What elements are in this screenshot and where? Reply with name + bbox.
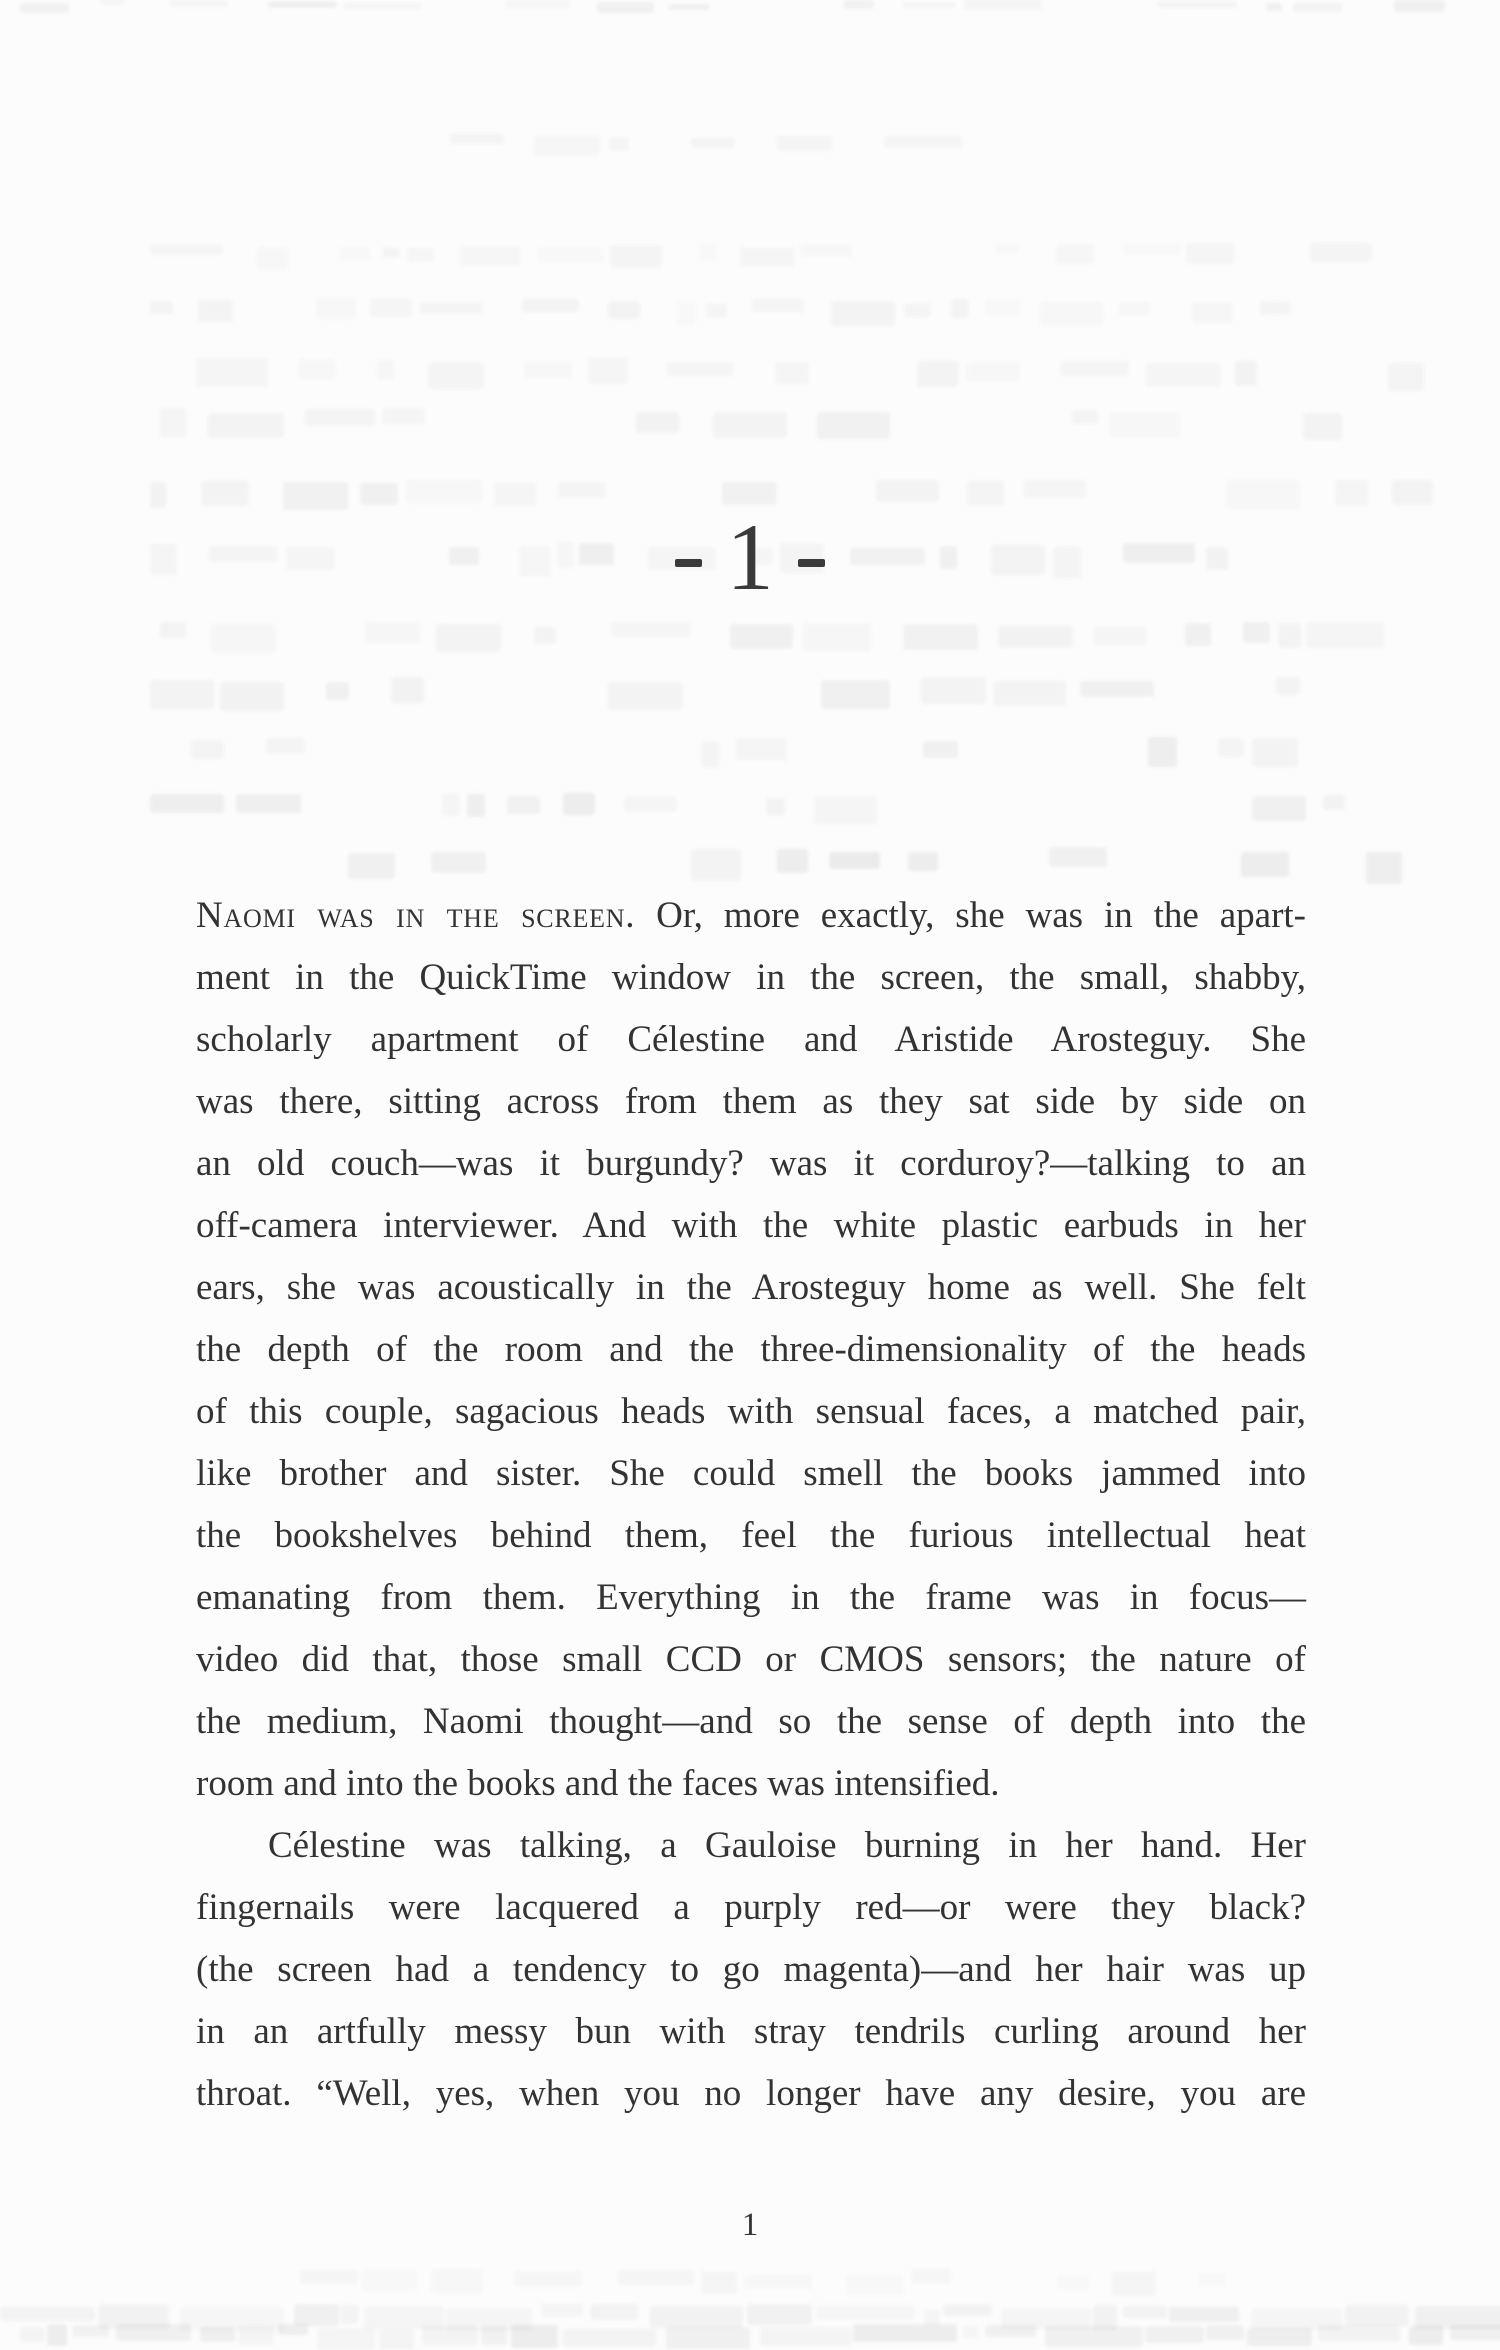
ghost-mark [1001, 2308, 1090, 2329]
ghost-mark [563, 2329, 656, 2348]
ghost-mark [1303, 413, 1343, 441]
ghost-mark [821, 680, 890, 709]
ghost-mark [1306, 622, 1385, 648]
ghost-mark [624, 796, 677, 812]
ghost-mark [1394, 0, 1444, 12]
ghost-mark [699, 244, 717, 260]
text-line: an old couch—was it burgundy? was it corduroy?—talking to an [196, 1143, 1306, 1184]
ghost-mark [777, 849, 808, 873]
ghost-mark [1049, 847, 1107, 867]
ghost-mark [744, 2275, 812, 2289]
ghost-mark [713, 412, 787, 438]
ghost-mark [511, 2325, 558, 2348]
ghost-mark [760, 2327, 851, 2347]
ghost-mark [377, 360, 395, 379]
ghost-mark [406, 479, 482, 503]
ghost-mark [1206, 2325, 1244, 2340]
ghost-mark [1186, 243, 1235, 264]
ghost-mark [777, 135, 832, 150]
ghost-mark [1310, 243, 1372, 262]
ghost-mark [370, 298, 413, 316]
ghost-mark [853, 2324, 956, 2342]
ghost-mark [116, 2324, 191, 2341]
ghost-mark [1123, 2306, 1167, 2318]
heading-dash-right [798, 559, 825, 567]
ghost-mark [668, 4, 711, 10]
ghost-mark [160, 408, 187, 437]
ghost-mark [995, 243, 1018, 254]
ghost-mark [1345, 2305, 1409, 2326]
ghost-mark [1251, 2308, 1341, 2331]
ghost-mark [829, 852, 880, 869]
ghost-mark [1093, 627, 1147, 645]
ghost-mark [20, 2327, 44, 2342]
text-line: room and into the books and the faces was intensified. [196, 1763, 1000, 1804]
ghost-mark [294, 2304, 339, 2325]
ghost-mark [341, 2305, 358, 2324]
ghost-mark [1235, 361, 1257, 387]
ghost-mark [100, 0, 125, 5]
ghost-mark [1218, 738, 1244, 757]
ghost-mark [902, 2, 957, 8]
ghost-mark [1123, 244, 1181, 255]
ghost-mark [1323, 795, 1345, 809]
ghost-mark [740, 247, 795, 267]
ghost-mark [1110, 412, 1180, 437]
ghost-mark [420, 302, 483, 314]
text-line: in an artfully messy bun with stray tendrils curling around her [196, 2011, 1306, 2052]
ghost-mark [985, 2325, 1036, 2337]
ghost-mark [169, 0, 228, 7]
ghost-mark [817, 412, 889, 439]
ghost-mark [1057, 2275, 1088, 2290]
ghost-mark [524, 362, 571, 378]
ghost-mark [99, 2304, 170, 2329]
ghost-mark [666, 2327, 751, 2349]
ghost-mark [816, 2305, 915, 2320]
ghost-mark [343, 3, 421, 9]
ghost-mark [1185, 623, 1211, 645]
ghost-mark [701, 2271, 737, 2293]
ghost-mark [1023, 480, 1086, 498]
ghost-mark [1252, 738, 1298, 767]
ghost-mark [610, 245, 661, 268]
ghost-mark [534, 627, 556, 644]
ghost-mark [921, 677, 986, 704]
ghost-mark [382, 408, 425, 425]
ghost-mark [428, 362, 484, 390]
ghost-mark [0, 2307, 95, 2321]
ghost-mark [1450, 2325, 1500, 2341]
ghost-mark [814, 796, 877, 824]
text-line: the medium, Naomi thought—and so the sense of depth into the [196, 1701, 1306, 1742]
ghost-mark [803, 623, 871, 651]
ghost-mark [609, 137, 628, 151]
ghost-mark [278, 2324, 308, 2336]
ghost-mark [180, 2307, 283, 2331]
ghost-mark [268, 1, 338, 8]
chapter-heading [0, 504, 1500, 610]
ghost-mark [300, 2270, 358, 2285]
text-line: was there, sitting across from them as they sat side by side on [196, 1081, 1306, 1122]
ghost-mark [1148, 737, 1177, 767]
ghost-mark [608, 301, 640, 319]
ghost-mark [558, 482, 605, 498]
ghost-mark [317, 298, 355, 319]
text-line: off-camera interviewer. And with the white plastic earbuds in her [196, 1205, 1306, 1246]
ghost-mark [1409, 2326, 1443, 2345]
ghost-mark [236, 794, 301, 813]
ghost-mark [1388, 363, 1424, 391]
ghost-mark [407, 247, 435, 262]
ghost-mark [150, 244, 223, 256]
ghost-mark [1060, 361, 1129, 376]
ghost-mark [196, 358, 268, 388]
ghost-mark [943, 2304, 992, 2316]
ghost-mark [608, 682, 682, 710]
ghost-mark [964, 0, 1042, 10]
ghost-mark [923, 741, 958, 758]
ghost-mark [460, 246, 520, 266]
ghost-mark [431, 852, 486, 873]
text-line: the bookshelves behind them, feel the furious intellectual heat [196, 1515, 1306, 1556]
body-text [196, 885, 1306, 2125]
ghost-mark [588, 357, 628, 383]
ghost-mark [422, 2325, 477, 2345]
ghost-mark [1366, 852, 1402, 884]
ghost-mark [257, 247, 288, 270]
ghost-mark [220, 682, 285, 711]
ghost-mark [211, 624, 276, 653]
ghost-mark [1145, 2326, 1204, 2343]
paragraph [196, 1815, 1306, 2125]
ghost-mark [150, 301, 173, 314]
ghost-mark [1119, 302, 1150, 316]
ghost-mark [1112, 2271, 1156, 2296]
chapter-number: 1 [726, 504, 774, 610]
ghost-mark [1169, 2307, 1239, 2322]
text-line: emanating from them. Everything in the frame was in focus— [196, 1577, 1306, 1618]
ghost-mark [908, 852, 938, 871]
ghost-mark [1226, 480, 1300, 509]
ghost-mark [831, 301, 895, 326]
paragraph [196, 885, 1306, 1815]
text-line: like brother and sister. She could smell the books jammed into [196, 1453, 1306, 1494]
ghost-mark [1040, 302, 1102, 327]
ghost-mark [266, 738, 305, 755]
ghost-mark [691, 849, 741, 881]
ghost-mark [618, 2270, 694, 2285]
ghost-mark [846, 2274, 904, 2295]
ghost-mark [917, 361, 958, 387]
ghost-mark [150, 482, 166, 508]
ghost-mark [766, 798, 785, 815]
ghost-mark [541, 2303, 583, 2316]
text-line: of this couple, sagacious heads with sensual faces, a matched pair, [196, 1391, 1306, 1432]
text-line: video did that, those small CCD or CMOS sensors; the nature of [196, 1639, 1306, 1680]
text-line: scholarly apartment of Célestine and Aristide Arosteguy. She [196, 1019, 1306, 1060]
ghost-mark [752, 298, 803, 312]
ghost-mark [667, 362, 733, 376]
text-line: (the screen had a tendency to go magenta)—and her hair was up [196, 1949, 1306, 1990]
ghost-mark [494, 483, 536, 507]
ghost-mark [202, 481, 248, 506]
text-line: the depth of the room and the three-dimensionality of the heads [196, 1329, 1306, 1370]
text-line: fingernails were lacquered a purply red—or were they black? [196, 1887, 1306, 1928]
ghost-mark [903, 624, 978, 651]
ghost-mark [706, 303, 727, 319]
ghost-mark [298, 359, 335, 380]
ghost-mark [998, 626, 1073, 648]
ghost-mark [446, 2308, 533, 2332]
ghost-mark [481, 2326, 507, 2346]
ghost-mark [537, 247, 603, 263]
ghost-mark [963, 2326, 979, 2338]
ghost-mark [1247, 2328, 1313, 2346]
ghost-mark [736, 738, 787, 761]
ghost-mark [1293, 3, 1342, 13]
ghost-mark [522, 299, 580, 312]
ghost-mark [534, 136, 600, 156]
page-number: 1 [741, 2207, 759, 2243]
ghost-mark [160, 622, 186, 637]
ghost-mark [1335, 479, 1368, 506]
text-line: ears, she was acoustically in the Arosteguy home as well. She felt [196, 1267, 1306, 1308]
ghost-mark [238, 2325, 274, 2345]
ghost-mark [1266, 3, 1282, 11]
ghost-mark [20, 3, 69, 13]
ghost-mark [985, 299, 1020, 315]
ghost-mark [951, 299, 968, 318]
ghost-mark [1252, 796, 1306, 821]
ghost-mark [326, 682, 348, 701]
ghost-mark [305, 409, 375, 426]
text-line: ment in the QuickTime window in the screen, the small, shabby, [196, 957, 1306, 998]
ghost-mark [436, 624, 501, 652]
ghost-mark [382, 247, 400, 258]
ghost-mark [747, 2304, 812, 2325]
ghost-mark [911, 2269, 951, 2283]
ghost-mark [775, 362, 809, 383]
ghost-mark [924, 2309, 941, 2325]
ghost-mark [191, 740, 224, 759]
ghost-mark [876, 480, 940, 502]
ghost-mark [691, 138, 735, 148]
ghost-mark [730, 624, 792, 649]
ghost-mark [1199, 2273, 1225, 2285]
ghost-mark [317, 2328, 375, 2350]
text-line: throat. “Well, yes, when you no longer have any desire, you are [196, 2073, 1306, 2114]
ghost-mark [1260, 301, 1291, 315]
ghost-mark [884, 136, 963, 149]
ghost-mark [208, 413, 284, 438]
ghost-mark [360, 483, 398, 506]
ghost-mark [198, 300, 233, 322]
ghost-mark [1415, 2306, 1500, 2329]
ghost-mark [1318, 2325, 1401, 2341]
ghost-mark [1045, 2326, 1142, 2347]
ghost-mark [1392, 480, 1433, 505]
ghost-mark [1278, 623, 1301, 647]
smallcaps-lead: Naomi was in the screen. [196, 895, 636, 936]
ghost-mark [72, 2325, 109, 2337]
ghost-mark [590, 2304, 638, 2320]
ghost-mark [362, 2270, 417, 2292]
ghost-mark [514, 2271, 582, 2287]
heading-dash-left [675, 559, 702, 567]
ghost-mark [442, 793, 459, 816]
ghost-mark [563, 793, 595, 815]
ghost-mark [994, 681, 1066, 706]
ghost-mark [1276, 677, 1300, 695]
ghost-mark [636, 412, 678, 433]
ghost-mark [1093, 2305, 1117, 2330]
ghost-mark [365, 622, 420, 643]
text-line: Célestine was talking, a Gauloise burning in her hand. Her [268, 1825, 1306, 1866]
ghost-mark [450, 133, 504, 144]
ghost-mark [1056, 244, 1094, 264]
ghost-mark [47, 2324, 67, 2346]
ghost-mark [650, 2306, 744, 2329]
ghost-mark [1072, 410, 1098, 424]
ghost-mark [844, 0, 875, 9]
ghost-mark [431, 2269, 481, 2294]
ghost-mark [1243, 622, 1270, 643]
ghost-mark [200, 2327, 235, 2342]
ghost-mark [379, 2329, 414, 2350]
ghost-mark [391, 677, 424, 703]
ghost-mark [507, 796, 540, 814]
ghost-mark [364, 2306, 444, 2329]
ghost-mark [467, 794, 485, 817]
ghost-mark [611, 622, 691, 637]
ghost-mark [1157, 1, 1237, 9]
ghost-mark [800, 244, 852, 257]
ghost-mark [677, 301, 696, 327]
ghost-mark [967, 481, 1004, 506]
ghost-mark [339, 247, 370, 261]
ghost-mark [150, 680, 214, 709]
ghost-mark [283, 482, 348, 510]
ghost-mark [150, 794, 224, 813]
ghost-mark [348, 853, 394, 879]
ghost-mark [722, 482, 777, 504]
ghost-mark [701, 741, 719, 768]
ghost-mark [1192, 302, 1232, 323]
ghost-mark [967, 362, 1019, 380]
ghost-mark [1241, 852, 1289, 877]
ghost-mark [904, 303, 931, 317]
text-line: Naomi was in the screen. Or, more exactly, she was in the apart- [196, 895, 1306, 936]
ghost-mark [1080, 681, 1154, 698]
ghost-mark [1146, 363, 1221, 388]
ghost-mark [505, 0, 570, 8]
ghost-mark [597, 2, 654, 13]
